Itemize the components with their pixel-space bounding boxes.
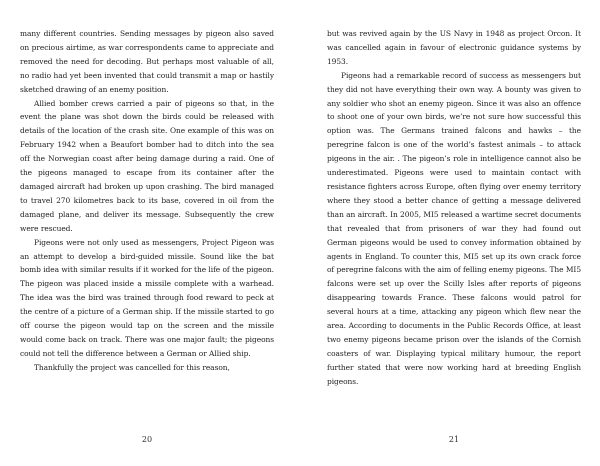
body-paragraph: Allied bomber crews carried a pair of pigeons so that, in the event the plane was shot down the birds could be released with details of the location of the crash site. One example of this was on February 1942 when a Beaufort bomber had to ditch into the sea off the Norwegian coast after being damage during a raid. One of the pigeons managed to escape from its container after the damaged aircraft had broken up upon crashing. The bird managed to travel 270 kilometres back to its base, covered in oil from the damaged plane, and deliver its message. Subsequently the crew were rescued.	[20, 98, 274, 233]
left-page	[20, 27, 274, 375]
body-paragraph: Pigeons were not only used as messengers, Project Pigeon was an attempt to develop a bird-guided missile. Sound like the bat bomb idea with similar results if it worked for the life of the pigeon. The pigeon was placed inside a missile complete with a warhead. The idea was the bird was trained through food reward to peck at the centre of a picture of a German ship. If the missile started to go off course the pigeon would tap on the screen and the missile would come back on track. There was one major fault; the pigeons could not tell the difference between a German or Allied ship.	[20, 237, 274, 358]
body-paragraph: but was revived again by the US Navy in 1948 as project Orcon. It was cancelled again in favour of electronic guidance systems by 1953.	[327, 29, 581, 66]
right-page	[327, 27, 581, 389]
page-number: 20	[141, 435, 153, 444]
body-paragraph: many different countries. Sending messages by pigeon also saved on precious airtime, as war correspondents came to appreciate and removed the need for decoding. But perhaps most valuable of all, no radio had yet been invented that could transmit a map or hastily sketched drawing of an enemy position.	[20, 29, 274, 94]
body-paragraph: Pigeons had a remarkable record of success as messengers but they did not have everything their own way. A bounty was given to any soldier who shot an enemy pigeon. Since it was also an offence to shoot one of your own birds, we’re not sure how successful this option was. The Germans trained falcons and hawks – the peregrine falcon is one of the world’s fastest animals – to attack pigeons in the air. . The pigeon’s role in intelligence cannot also be underestimated. Pigeons were used to maintain contact with resistance fighters across Europe, often flying over enemy territory where they stood a better chance of getting a message delivered than an aircraft. In 2005, MI5 released a wartime secret documents that revealed that from prisoners of war they had found out German pigeons would be used to convey information obtained by agents in England. To counter this, MI5 set up its own crack force of peregrine falcons with the aim of felling enemy pigeons. The MI5 falcons were set up over the Scilly Isles after reports of pigeons disappearing towards France. These falcons would patrol for several hours at a time, attacking any pigeon which flew near the area. According to documents in the Public Records Office, at least two enemy pigeons became prison over the islands of the Cornish coasters of war. Displaying typical military humour, the report further stated that were now working hard at breeding English pigeons.	[327, 70, 581, 386]
page-number: 21	[448, 435, 460, 444]
body-paragraph: Thankfully the project was cancelled for this reason,	[34, 362, 230, 372]
